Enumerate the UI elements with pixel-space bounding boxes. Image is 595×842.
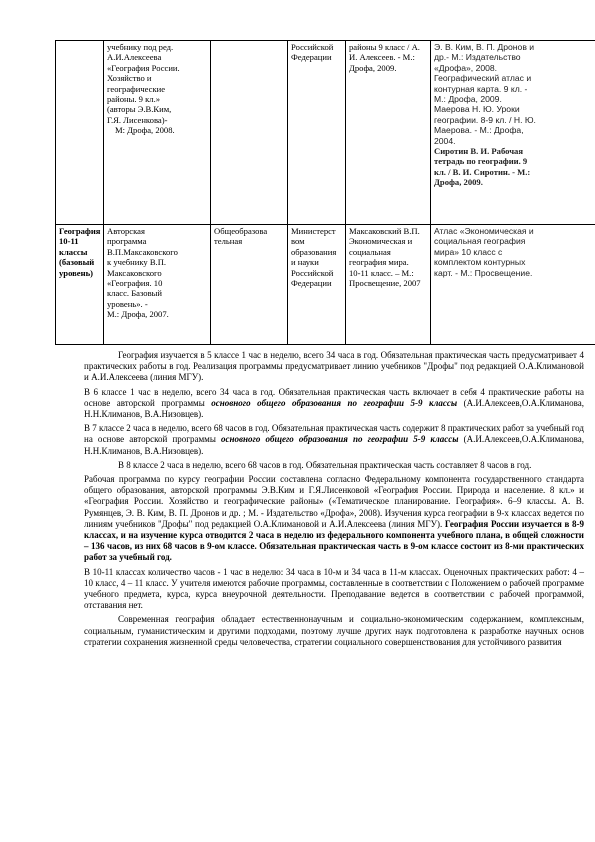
table-row — [56, 41, 595, 225]
table-row — [56, 225, 595, 345]
table-cell — [211, 41, 288, 225]
table-cell: районы 9 класс / А. И. Алексеев. - М.: Дрофа, 2009. — [346, 41, 431, 225]
paragraph: География изучается в 5 классе 1 час в неделю, всего 34 часа в год. Обязательная практическая часть предусматривает 4 практических работы в год. Реализация программы предусматривает линию учебников "Дрофы" под редакцией О.А.Климановой и А.И.Алексеева (линия МГУ). — [84, 350, 584, 383]
table-cell: Авторская программа В.П.Максаковского к учебнику В.П. Максаковского «География. 10 класс. Базовый уровень». - М.: Дрофа, 2007. — [104, 225, 211, 345]
table-cell: учебнику под ред. А.И.Алексеева «География России. Хозяйство и географические районы. 9 кл.» (авторы Э.В.Ким, Г.Я. Лисенкова)- М: Дрофа, 2008. — [104, 41, 211, 225]
paragraph: В 6 классе 1 час в неделю, всего 34 часа в год. Обязательная практическая часть включает в себя 4 практические работы на основе авторской программы основного общего образования по географии 5-9 классы (А.И.Алексеев,О.А.Климанова, Н.Н.Климанов, В.А.Низовцев). — [84, 386, 584, 420]
table-cell: Э. В. Ким, В. П. Дронов и др.- М.: Издательство «Дрофа», 2008. Географический атлас и контурная карта. 9 кл. - М.: Дрофа, 2009. Маерова Н. Ю. Уроки географии. 8-9 кл. / Н. Ю. Маерова. - М.: Дрофа, 2004. Сиротин В. И. Рабочая тетрадь по географии. 9 кл. / В. И. Сиротин. - М.: Дрофа, 2009. — [431, 41, 595, 225]
table-cell — [56, 41, 104, 225]
document-body — [84, 350, 584, 651]
paragraph: Рабочая программа по курсу географии России составлена согласно Федеральному компонента государственного стандарта общего образования, авторской программы Э.В.Ким и Г.Я.Лисенковой «География России. Природа и население. 8 кл.» и «География России. Хозяйство и географические районы» («Тематическое планирование. География». 6–9 классы. А. В. Румянцев, Э. В. Ким, В. П. Дронов и др. ; М. - Издательство «Дрофа», 2008). Изучения курса географии в 9-х классах ведется по линиям учебников "Дрофы" под редакцией О.А.Климановой и А.И.Алексеева (линия МГУ). География России изучается в 8-9 классах, и на изучение курса отводится 2 часа в неделю из федерального компонента учебного плана, в общей сложности – 136 часов, из них 68 часов в 9-ом классе. Обязательная практическая часть в 9-ом классе состоит из 8-ми практических работ за учебный год. — [84, 474, 584, 563]
table-cell: Российской Федерации — [288, 41, 346, 225]
table-cell: Общеобразова тельная — [211, 225, 288, 345]
paragraph: Современная география обладает естественнонаучным и социально-экономическим содержанием, комплексным, социальным, гуманистическим и другими подходами, поэтому лучше других наук подготовлена к разработке научных основ стратегии сохранения жизненной среды человечества, стратегии социального совершенствования для устойчивого развития — [84, 614, 584, 647]
table-cell: Атлас «Экономическая и социальная география мира» 10 класс с комплектом контурных карт. - М.: Просвещение. — [431, 225, 595, 345]
table-cell: Министерст вом образования и науки Российской Федерации — [288, 225, 346, 345]
paragraph: В 7 классе 2 часа в неделю, всего 68 часов в год. Обязательная практическая часть содержит 8 практических работ за учебный год на основе авторской программы основного общего образования по географии 5-9 классы (А.И.Алексеев,О.А.Климанова, Н.Н.Климанов, В.А.Низовцев). — [84, 423, 584, 456]
paragraph: В 10-11 классах количество часов - 1 час в неделю: 34 часа в 10-м и 34 часа в 11-м классах. Оценочных практических работ: 4 – 10 класс, 4 – 11 класс. У учителя имеются рабочие программы, составленные в соответствии с Положением о рабочей программе учебного предмета, курса, курса внеурочной деятельности. Преподавание ведется в соответствии с рабочей программой, отставания нет. — [84, 566, 584, 611]
table-cell: Максаковский В.П. Экономическая и социальная география мира. 10-11 класс. – М.: Просвещение, 2007 — [346, 225, 431, 345]
curriculum-table — [55, 40, 595, 345]
table-cell: География 10-11 классы (базовый уровень) — [56, 225, 104, 345]
paragraph: В 8 классе 2 часа в неделю, всего 68 часов в год. Обязательная практическая часть составляет 8 часов в год. — [118, 459, 532, 470]
